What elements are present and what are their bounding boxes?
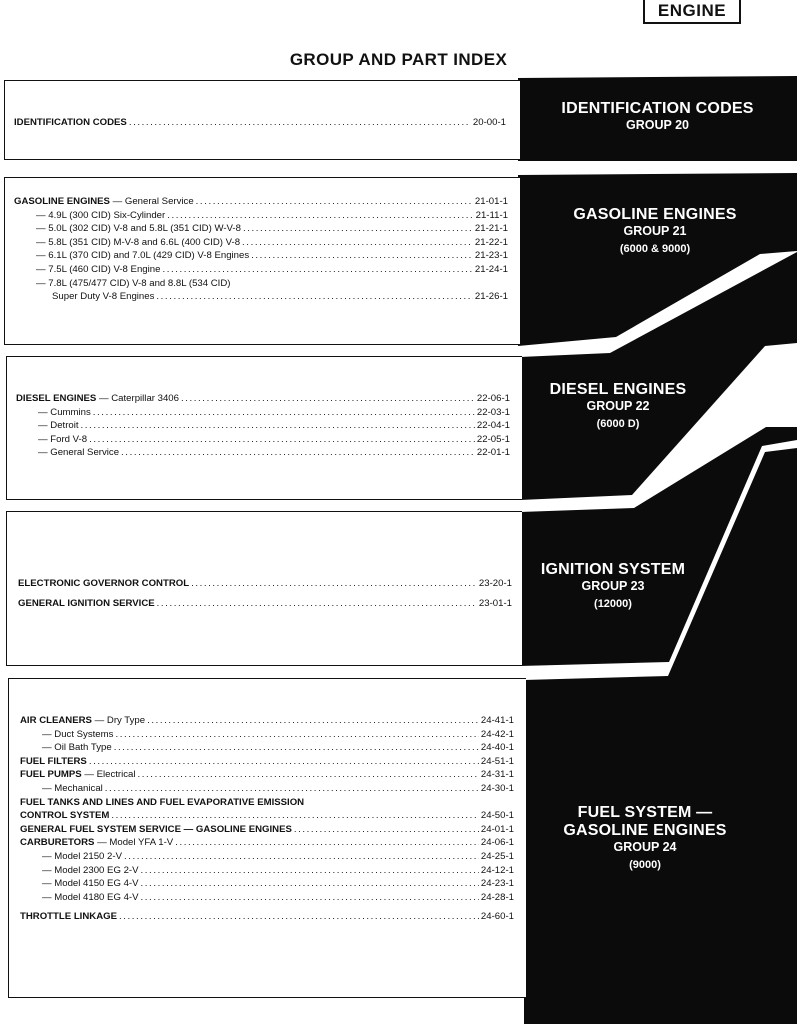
index-entry: — Ford V-8 ..... 22-05-1 [16, 433, 510, 447]
index-entry: — 5.8L (351 CID) M-V-8 and 6.6L (400 CID) V-8 ..... 21-22-1 [14, 236, 508, 250]
index-entry: CARBURETORS — Model YFA 1-V ..... 24-06-1 [20, 836, 514, 850]
entry-list-identification [14, 116, 506, 130]
entry-list-diesel [16, 392, 510, 460]
page-title: GROUP AND PART INDEX [289, 50, 508, 69]
index-entry: GENERAL IGNITION SERVICE ..... 23-01-1 [18, 597, 512, 611]
index-entry: FUEL PUMPS — Electrical ..... 24-31-1 [20, 768, 514, 782]
index-entry: IDENTIFICATION CODES ..... 20-00-1 [14, 116, 506, 130]
index-entry: — Cummins ..... 22-03-1 [16, 406, 510, 420]
index-entry: — Model 2150 2-V ..... 24-25-1 [20, 850, 514, 864]
index-entry: — General Service ..... 22-01-1 [16, 446, 510, 460]
section-heading-gasoline: GASOLINE ENGINES GROUP 21 (6000 & 9000) [573, 206, 737, 255]
section-heading-fuel: FUEL SYSTEM — GASOLINE ENGINES GROUP 24 (9000) [563, 804, 727, 871]
index-entry: GASOLINE ENGINES — General Service ..... 21-01-1 [14, 195, 508, 209]
index-entry: — 4.9L (300 CID) Six-Cylinder ..... 21-11-1 [14, 209, 508, 223]
index-entry: — 5.0L (302 CID) V-8 and 5.8L (351 CID) W-V-8 ..... 21-21-1 [14, 222, 508, 236]
index-entry: — Oil Bath Type ..... 24-40-1 [20, 741, 514, 755]
section-heading-identification: IDENTIFICATION CODES GROUP 20 [561, 100, 754, 132]
index-entry: DIESEL ENGINES — Caterpillar 3406 ..... 22-06-1 [16, 392, 510, 406]
index-entry: FUEL FILTERS ..... 24-51-1 [20, 755, 514, 769]
index-entry: — 7.5L (460 CID) V-8 Engine ..... 21-24-1 [14, 263, 508, 277]
index-entry: CONTROL SYSTEM ..... 24-50-1 [20, 809, 514, 823]
index-entry: FUEL TANKS AND LINES AND FUEL EVAPORATIVE EMISSION [20, 796, 305, 808]
index-entry: ELECTRONIC GOVERNOR CONTROL ..... 23-20-1 [18, 577, 512, 591]
index-entry: THROTTLE LINKAGE ..... 24-60-1 [20, 910, 514, 924]
index-entry: — Model 4180 EG 4-V ..... 24-28-1 [20, 891, 514, 905]
index-entry: — Duct Systems ..... 24-42-1 [20, 728, 514, 742]
engine-tag: ENGINE [643, 0, 741, 24]
index-entry: — Mechanical ..... 24-30-1 [20, 782, 514, 796]
section-heading-ignition: IGNITION SYSTEM GROUP 23 (12000) [540, 561, 686, 610]
index-entry: AIR CLEANERS — Dry Type ..... 24-41-1 [20, 714, 514, 728]
index-entry: — Detroit ..... 22-04-1 [16, 419, 510, 433]
entry-list-fuel [20, 714, 514, 924]
index-entry: — Model 4150 EG 4-V ..... 24-23-1 [20, 877, 514, 891]
index-entry: Super Duty V-8 Engines ..... 21-26-1 [14, 290, 508, 304]
index-entry: GENERAL FUEL SYSTEM SERVICE — GASOLINE ENGINES ..... 24-01-1 [20, 823, 514, 837]
index-entry: — 6.1L (370 CID) and 7.0L (429 CID) V-8 Engines ..... 21-23-1 [14, 249, 508, 263]
index-entry: — Model 2300 EG 2-V ..... 24-12-1 [20, 864, 514, 878]
index-entry: — 7.8L (475/477 CID) V-8 and 8.8L (534 CID) [36, 277, 231, 289]
section-heading-diesel: DIESEL ENGINES GROUP 22 (6000 D) [549, 381, 687, 430]
entry-list-gasoline [14, 195, 508, 304]
entry-list-ignition [18, 577, 512, 610]
